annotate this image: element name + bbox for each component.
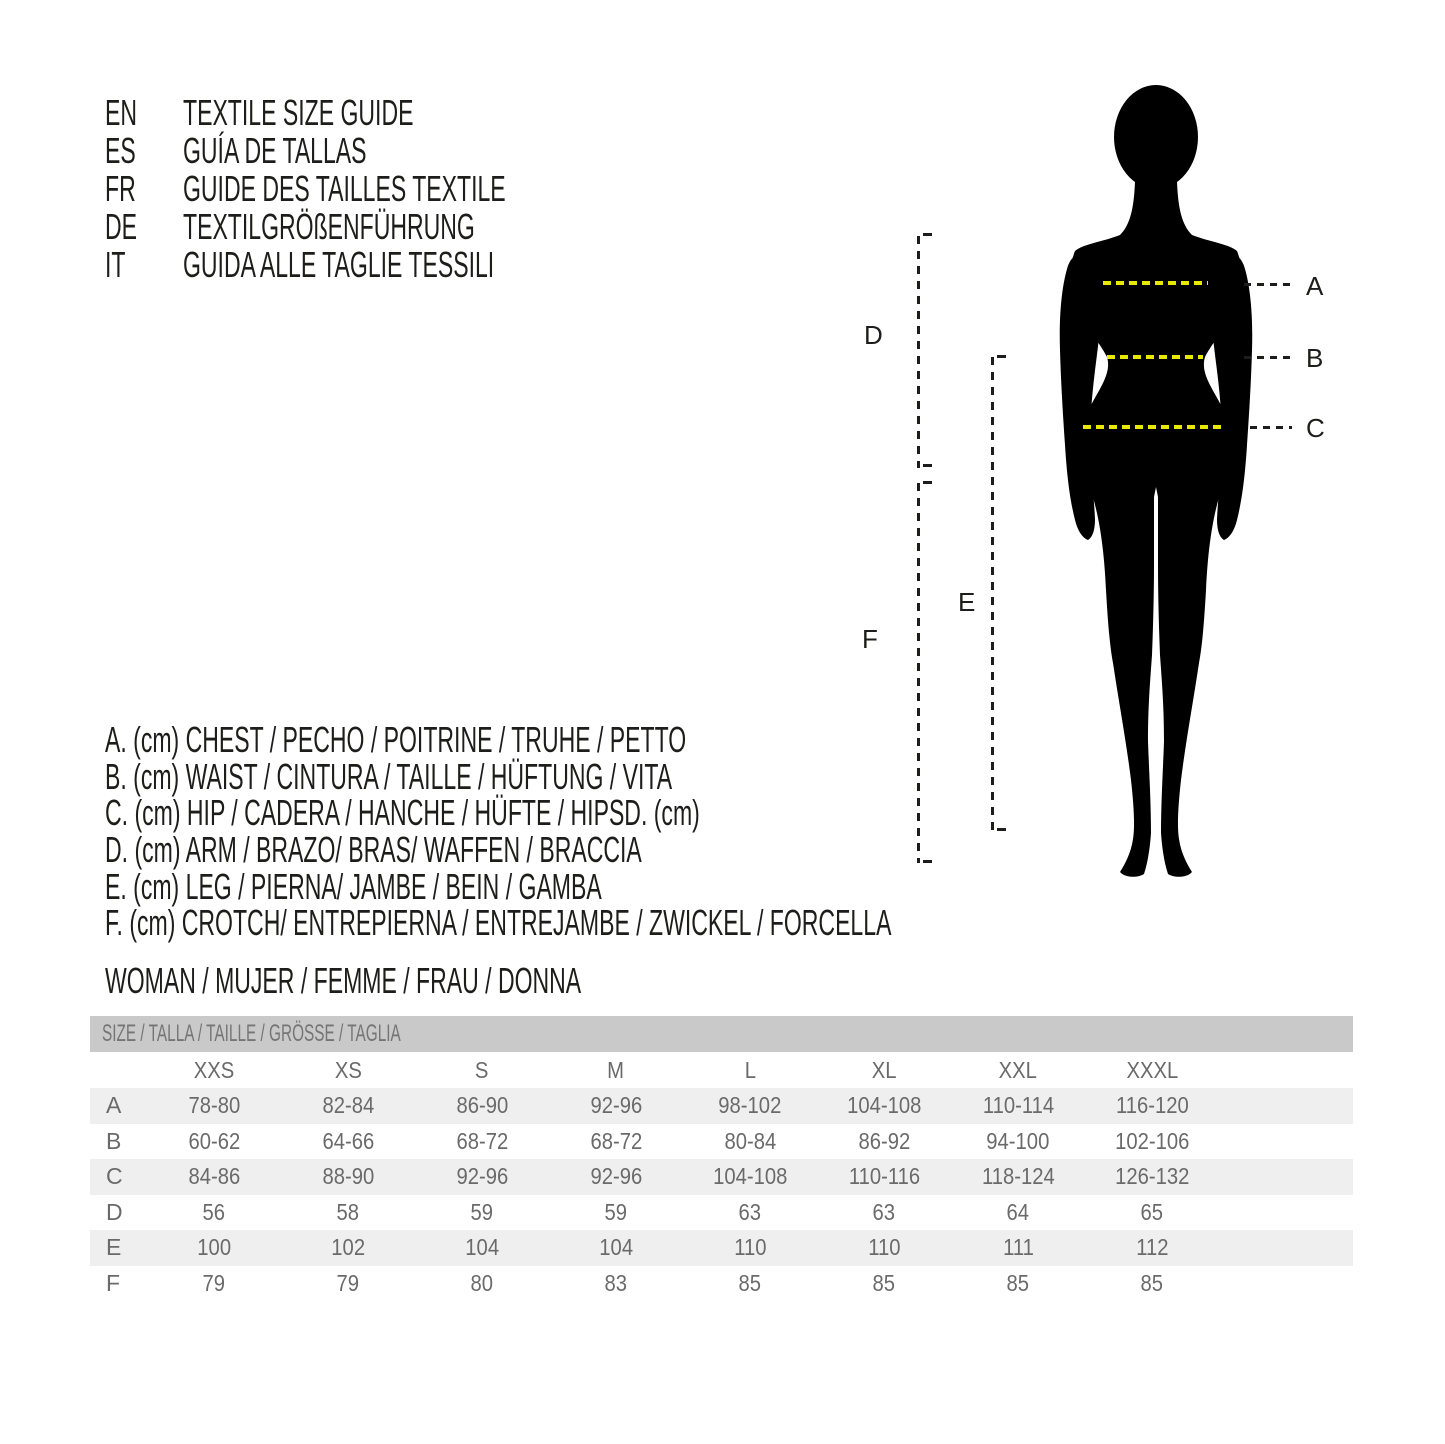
measure-label-c: C (1306, 413, 1325, 443)
size-cell: XXXL (1126, 1056, 1178, 1083)
language-row (105, 170, 687, 208)
value-cell: 104-108 (712, 1163, 788, 1190)
value-cell: 110 (867, 1234, 901, 1261)
value-cell: 85 (1006, 1269, 1030, 1296)
value-cell: 58 (336, 1198, 360, 1225)
value-cell: 104-108 (846, 1092, 922, 1119)
language-title: GUÍA DE TALLAS (183, 130, 367, 171)
definition-line: B. (cm) WAIST / CINTURA / TAILLE / HÜFTUNG / VITA (105, 755, 673, 797)
value-cell: 126-132 (1114, 1163, 1190, 1190)
measure-tick-d-top (923, 233, 932, 236)
measure-line-d (917, 236, 920, 468)
value-cell: 92-96 (590, 1092, 642, 1119)
language-title: GUIDE DES TAILLES TEXTILE (183, 168, 506, 209)
value-cell: 78-80 (188, 1092, 240, 1119)
size-table-header-band (90, 1016, 1353, 1052)
value-cell: 86-90 (456, 1092, 508, 1119)
language-row (105, 246, 687, 284)
language-code: EN (105, 92, 138, 133)
value-cell: 59 (470, 1198, 494, 1225)
definition-line: A. (cm) CHEST / PECHO / POITRINE / TRUHE / PETTO (105, 719, 687, 761)
callout-line-a (1244, 283, 1291, 286)
value-cell: 104 (599, 1234, 633, 1261)
value-cell: 79 (202, 1269, 226, 1296)
language-title: GUIDA ALLE TAGLIE TESSILI (183, 244, 495, 285)
value-cell: 85 (738, 1269, 762, 1296)
value-cell: 64 (1006, 1198, 1030, 1225)
measure-label-e: E (958, 587, 976, 617)
value-cell: 92-96 (456, 1163, 508, 1190)
value-cell: 94-100 (986, 1127, 1050, 1154)
value-cell: 65 (1140, 1198, 1164, 1225)
row-label: A (106, 1092, 122, 1119)
row-label: B (106, 1127, 122, 1154)
value-cell: 88-90 (322, 1163, 374, 1190)
value-cell: 110-114 (982, 1092, 1054, 1119)
measure-label-a: A (1306, 271, 1324, 301)
row-label: C (106, 1163, 123, 1190)
value-cell: 68-72 (590, 1127, 642, 1154)
value-cell: 110 (733, 1234, 767, 1261)
value-cell: 64-66 (322, 1127, 374, 1154)
measure-tick-d-bottom (923, 464, 932, 467)
definition-line: E. (cm) LEG / PIERNA/ JAMBE / BEIN / GAMBA (105, 865, 602, 907)
value-cell: 80 (470, 1269, 494, 1296)
value-cell: 118-124 (981, 1163, 1055, 1190)
definition-line: D. (cm) ARM / BRAZO/ BRAS/ WAFFEN / BRACCIA (105, 829, 642, 871)
definition-line: F. (cm) CROTCH/ ENTREPIERNA / ENTREJAMBE / ZWICKEL / FORCELLA (105, 902, 892, 944)
value-cell: 86-92 (858, 1127, 910, 1154)
size-cell: M (607, 1056, 625, 1083)
language-title: TEXTILGRÖßENFÜHRUNG (183, 206, 475, 247)
language-row (105, 132, 687, 170)
value-cell: 85 (1140, 1269, 1164, 1296)
measure-tick-e-top (997, 355, 1006, 358)
value-cell: 85 (872, 1269, 896, 1296)
size-cell: XXL (998, 1056, 1038, 1083)
body-line-a-chest (1103, 281, 1208, 285)
value-cell: 112 (1135, 1234, 1169, 1261)
definition-line: C. (cm) HIP / CADERA / HANCHE / HÜFTE / HIPSD. (cm) (105, 792, 700, 834)
language-code: IT (105, 244, 126, 285)
callout-line-b (1244, 356, 1291, 359)
measure-label-d: D (864, 320, 883, 350)
size-cell: XS (334, 1056, 362, 1083)
language-row (105, 94, 687, 132)
value-cell: 60-62 (188, 1127, 240, 1154)
measure-tick-f-top (923, 481, 932, 484)
value-cell: 102-106 (1114, 1127, 1190, 1154)
language-code: DE (105, 206, 138, 247)
value-cell: 63 (738, 1198, 762, 1225)
value-cell: 63 (872, 1198, 896, 1225)
value-cell: 56 (202, 1198, 226, 1225)
value-cell: 110-116 (848, 1163, 920, 1190)
value-cell: 92-96 (590, 1163, 642, 1190)
value-cell: 102 (331, 1234, 365, 1261)
language-code: ES (105, 130, 136, 171)
row-label: D (106, 1198, 123, 1225)
value-cell: 111 (1002, 1234, 1034, 1261)
table-row-f (90, 1266, 1353, 1302)
value-cell: 80-84 (724, 1127, 776, 1154)
value-cell: 98-102 (718, 1092, 782, 1119)
table-row-d (90, 1195, 1353, 1231)
gender-heading: WOMAN / MUJER / FEMME / FRAU / DONNA (105, 960, 582, 1001)
row-label: E (106, 1234, 122, 1261)
language-title-block (105, 94, 687, 284)
table-row-c (90, 1159, 1353, 1195)
size-header-row (90, 1052, 1353, 1088)
measure-label-b: B (1306, 343, 1324, 373)
measurement-definitions (105, 719, 1334, 944)
language-title: TEXTILE SIZE GUIDE (183, 92, 414, 133)
row-label: F (106, 1269, 121, 1296)
value-cell: 83 (604, 1269, 628, 1296)
size-table (90, 1016, 1353, 1301)
value-cell: 104 (465, 1234, 499, 1261)
table-row-b (90, 1124, 1353, 1160)
size-cell: XXS (193, 1056, 235, 1083)
value-cell: 84-86 (188, 1163, 240, 1190)
body-line-b-waist (1107, 355, 1203, 359)
value-cell: 100 (197, 1234, 231, 1261)
callout-line-c (1250, 426, 1292, 429)
table-row-a (90, 1088, 1353, 1124)
language-row (105, 208, 687, 246)
value-cell: 79 (336, 1269, 360, 1296)
value-cell: 82-84 (322, 1092, 374, 1119)
language-code: FR (105, 168, 136, 209)
size-table-header: SIZE / TALLA / TAILLE / GRÖSSE / TAGLIA (102, 1020, 401, 1047)
body-line-c-hip (1083, 425, 1222, 429)
size-cell: S (475, 1056, 489, 1083)
measure-label-f: F (862, 624, 878, 654)
table-row-e (90, 1230, 1353, 1266)
size-cell: L (744, 1056, 756, 1083)
value-cell: 116-120 (1115, 1092, 1189, 1119)
size-cell: XL (871, 1056, 897, 1083)
value-cell: 59 (604, 1198, 628, 1225)
value-cell: 68-72 (456, 1127, 508, 1154)
